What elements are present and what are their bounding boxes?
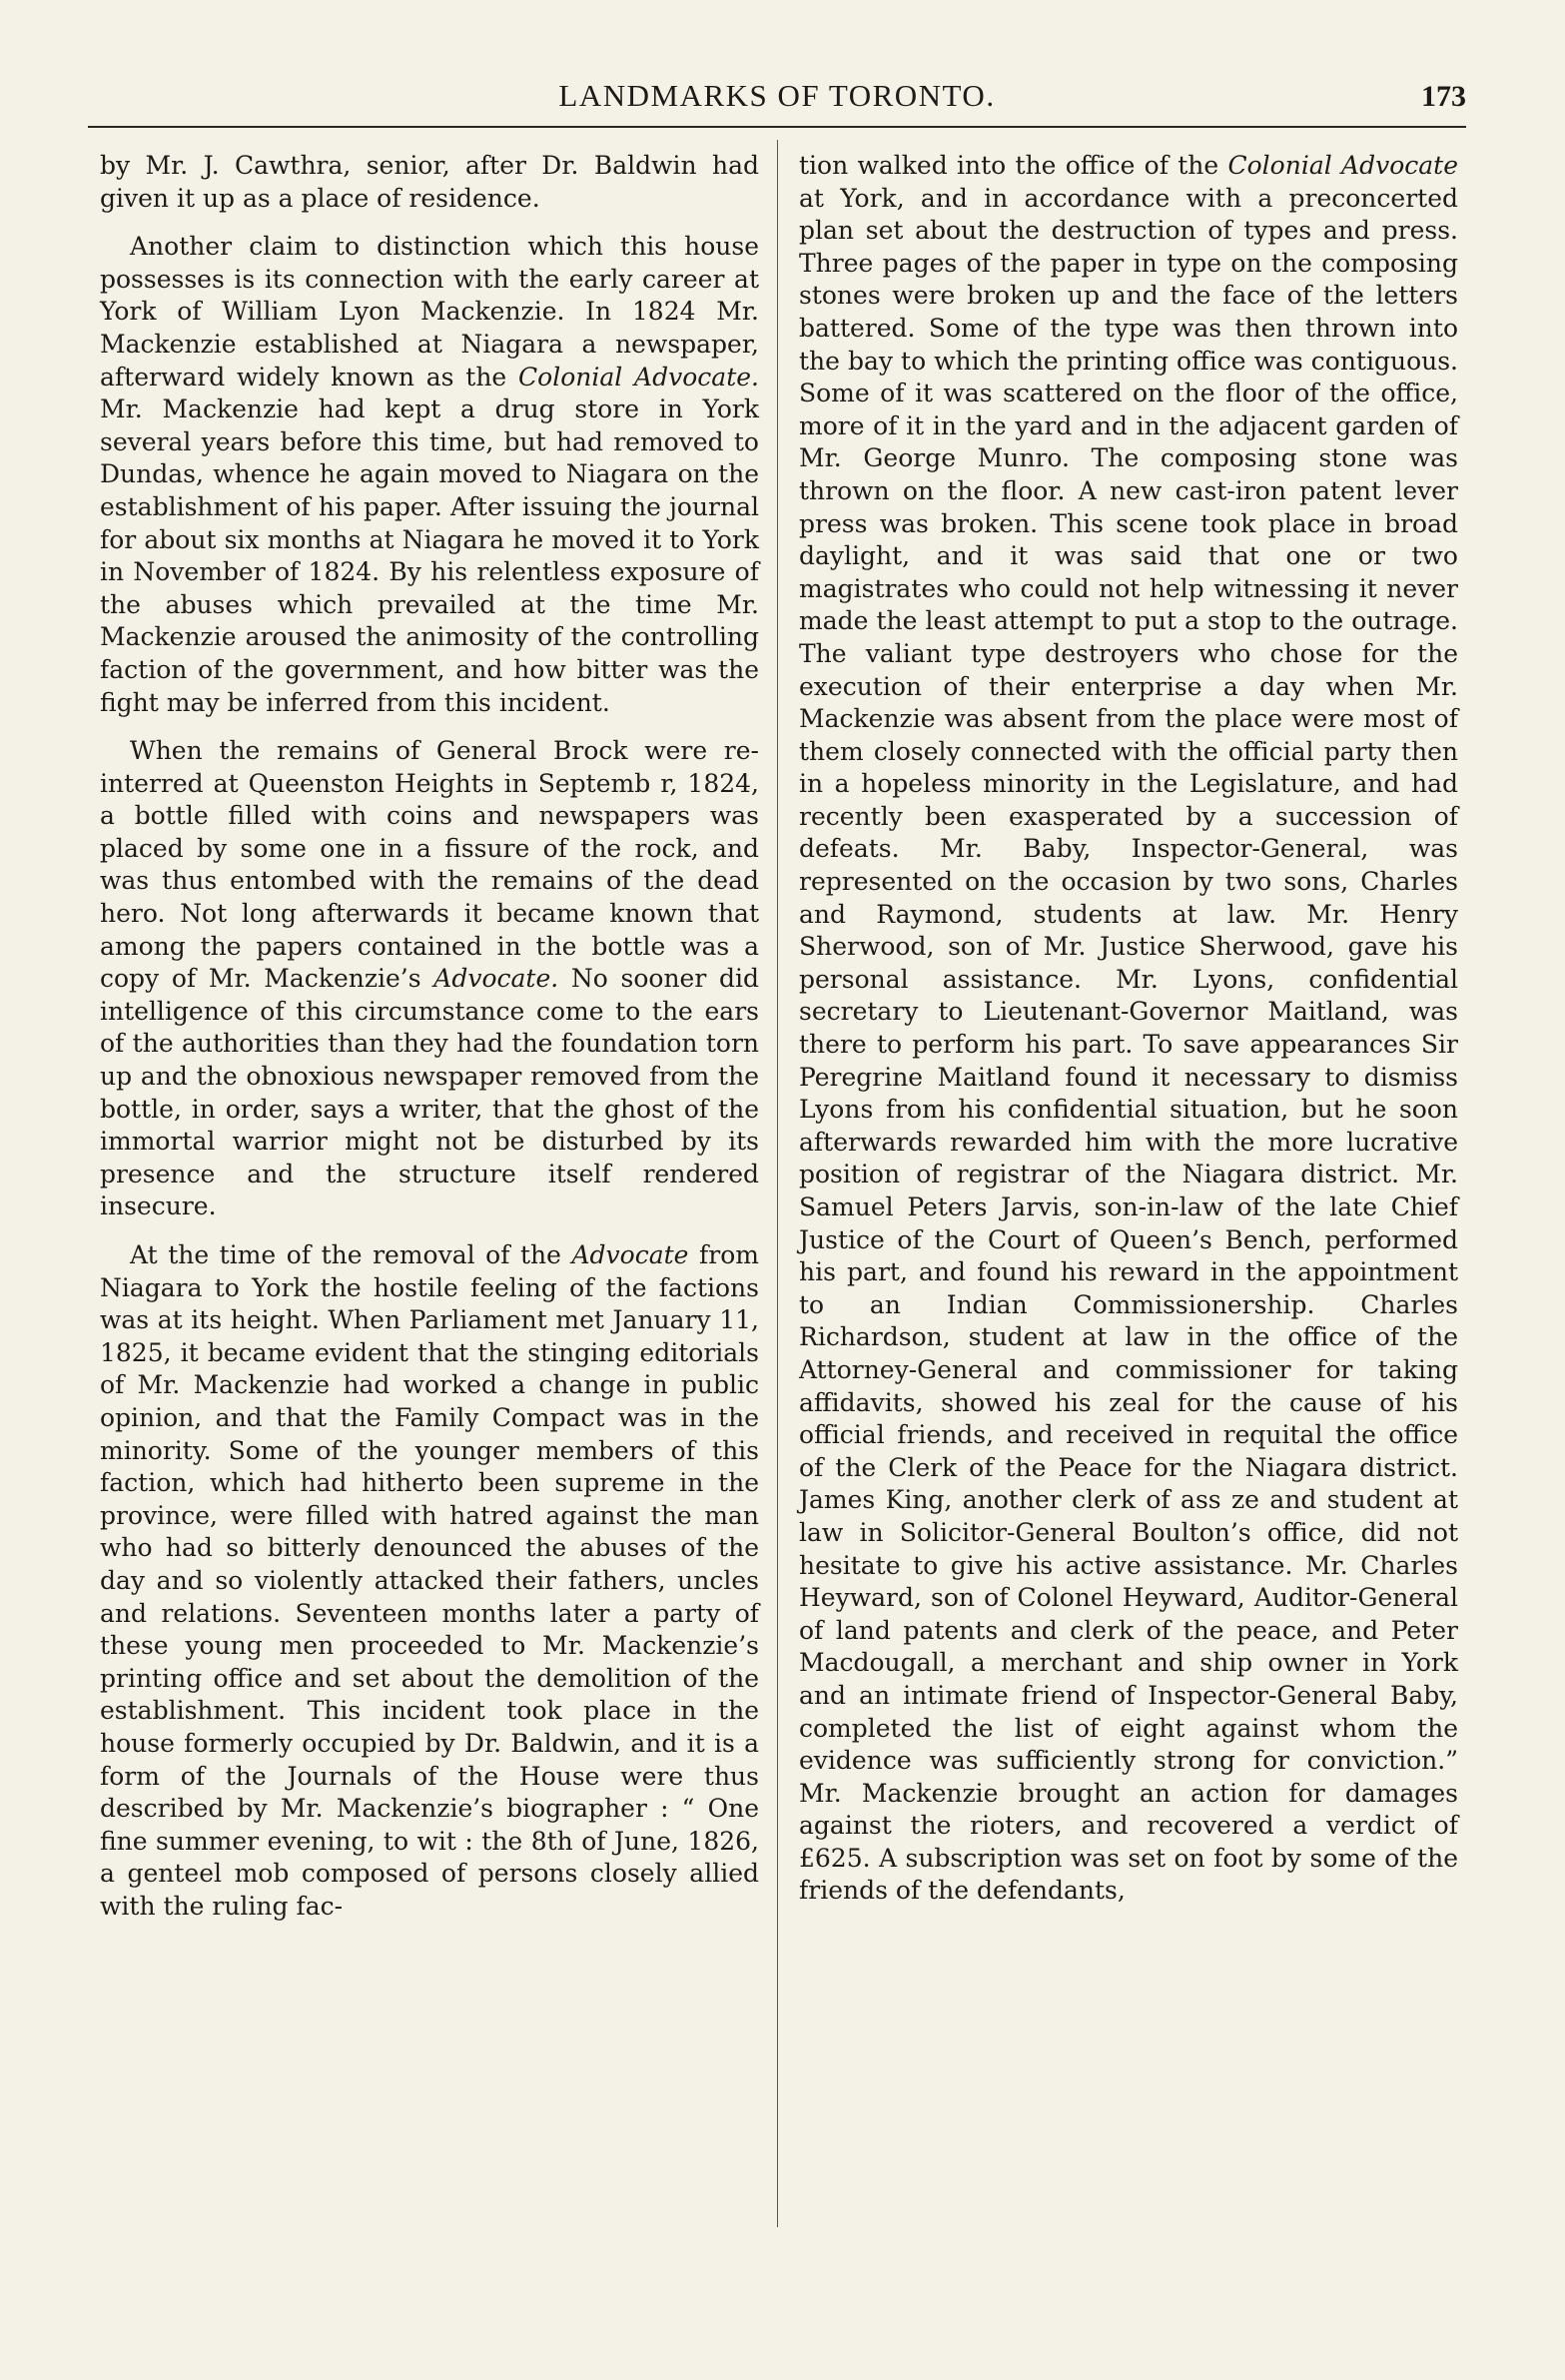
running-title: LANDMARKS OF TORONTO. <box>558 78 996 113</box>
text-run: When the remains of General Brock were re-interred at Queenston Heights in Septemb r, 1824, a bottle filled with coins and newspapers was placed by some one in a fissure of the rock, and was thus entombed with the remains of the dead hero. Not long afterwards it became known that among the papers contained in the bottle was a copy of Mr. Mackenzie’s <box>100 736 759 994</box>
page-header <box>88 72 1466 128</box>
paragraph <box>100 150 759 215</box>
text-run: tion walked into the office of the <box>799 151 1228 180</box>
paragraph <box>100 735 759 1223</box>
text-run: Mr. Mackenzie had kept a drug store in York several years before this time, but had removed to Dundas, whence he again moved to Niagara on the establishment of his paper. After issuing the journal for about six months at Niagara he moved it to York in November of 1824. By his relentless exposure of the abuses which prevailed at the time Mr. Mackenzie aroused the animosity of the controlling faction of the government, and how bitter was the fight may be inferred from this incident. <box>100 395 759 717</box>
italic-title: Colonial Advocate. <box>518 362 759 392</box>
paragraph <box>100 231 759 719</box>
right-column <box>799 150 1458 1924</box>
italic-title: Colonial Advocate <box>1227 151 1458 180</box>
text-run: by Mr. J. Cawthra, senior, after Dr. Baldwin had given it up as a place of residence. <box>100 151 759 213</box>
italic-title: Advocate <box>571 1240 689 1269</box>
text-run: at York, and in accordance with a preconcerted plan set about the destruction of types and press. Three pages of the paper in type on the composing stones were broken up and the face of the letters battered. Some of the type was then thrown into the bay to which the printing office was contiguous. Some of it was scattered on the floor of the office, more of it in the yard and in the adjacent garden of Mr. George Munro. The composing stone was thrown on the floor. A new cast-iron patent lever press was broken. This scene took place in broad daylight, and it was said that one or two magistrates who could not help witnessing it never made the least attempt to put a stop to the outrage. The valiant type destroyers who chose for the execution of their enterprise a day when Mr. Mackenzie was absent from the place were most of them closely connected with the official party then in a hopeless minority in the Legislature, and had recently been exasperated by a succession of defeats. Mr. Baby, Inspector-General, was represented on the occasion by two sons, Charles and Raymond, students at law. Mr. Henry Sherwood, son of Mr. Justice Sherwood, gave his personal assistance. Mr. Lyons, confidential secretary to Lieutenant-Governor Maitland, was there to perform his part. To save appearances Sir Peregrine Maitland found it necessary to dismiss Lyons from his confidential situation, but he soon afterwards rewarded him with the more lucrative position of registrar of the Niagara district. Mr. Samuel Peters Jarvis, son-in-law of the late Chief Justice of the Court of Queen’s Bench, performed his part, and found his reward in the appointment to an Indian Commissionership. Charles Richardson, student at law in the office of the Attorney-General and commissioner for taking affidavits, showed his zeal for the cause of his official friends, and received in requital the office of the Clerk of the Peace for the Niagara district. James King, another clerk of ass ze and student at law in Solicitor-General Boulton’s office, did not hesitate to give his active assistance. Mr. Charles Heyward, son of Colonel Heyward, Auditor-General of land patents and clerk of the peace, and Peter Macdougall, a merchant and ship owner in York and an intimate friend of Inspector-General Baby, completed the list of eight against whom the evidence was sufficiently strong for conviction.” Mr. Mackenzie brought an action for damages against the rioters, and recovered a verdict of £625. A subscription was set on foot by some of the friends of the defendants, <box>799 183 1458 1906</box>
header-rule <box>88 126 1466 128</box>
paragraph <box>100 1239 759 1923</box>
text-run: Another claim to distinction which this house possesses is its connection with the early career at York of William Lyon Mackenzie. In 1824 Mr. Mackenzie established at Niagara a newspaper, afterward widely known as the <box>100 232 759 392</box>
left-column <box>100 150 759 1939</box>
column-divider <box>777 140 778 2227</box>
paragraph <box>799 150 1458 1908</box>
page-number: 173 <box>1421 80 1466 113</box>
text-run: from Niagara to York the hostile feeling of the factions was at its height. When Parliament met January 11, 1825, it became evident that the stinging editorials of Mr. Mackenzie had worked a change in public opinion, and that the Family Compact was in the minority. Some of the younger members of this faction, which had hitherto been supreme in the province, were filled with hatred against the man who had so bitterly denounced the abuses of the day and so violently attacked their fathers, uncles and relations. Seventeen months later a party of these young men proceeded to Mr. Mackenzie’s printing office and set about the demolition of the establishment. This incident took place in the house formerly occupied by Dr. Baldwin, and it is a form of the Journals of the House were thus described by Mr. Mackenzie’s biographer : “ One fine summer evening, to wit : the 8th of June, 1826, a genteel mob composed of persons closely allied with the ruling fac- <box>100 1240 759 1921</box>
text-run: No sooner did intelligence of this circumstance come to the ears of the authorities than they had the foundation torn up and the obnoxious newspaper removed from the bottle, in order, says a writer, that the ghost of the immortal warrior might not be disturbed by its presence and the structure itself rendered insecure. <box>100 964 759 1221</box>
italic-title: Advocate. <box>433 964 559 994</box>
text-run: At the time of the removal of the <box>130 1240 572 1269</box>
